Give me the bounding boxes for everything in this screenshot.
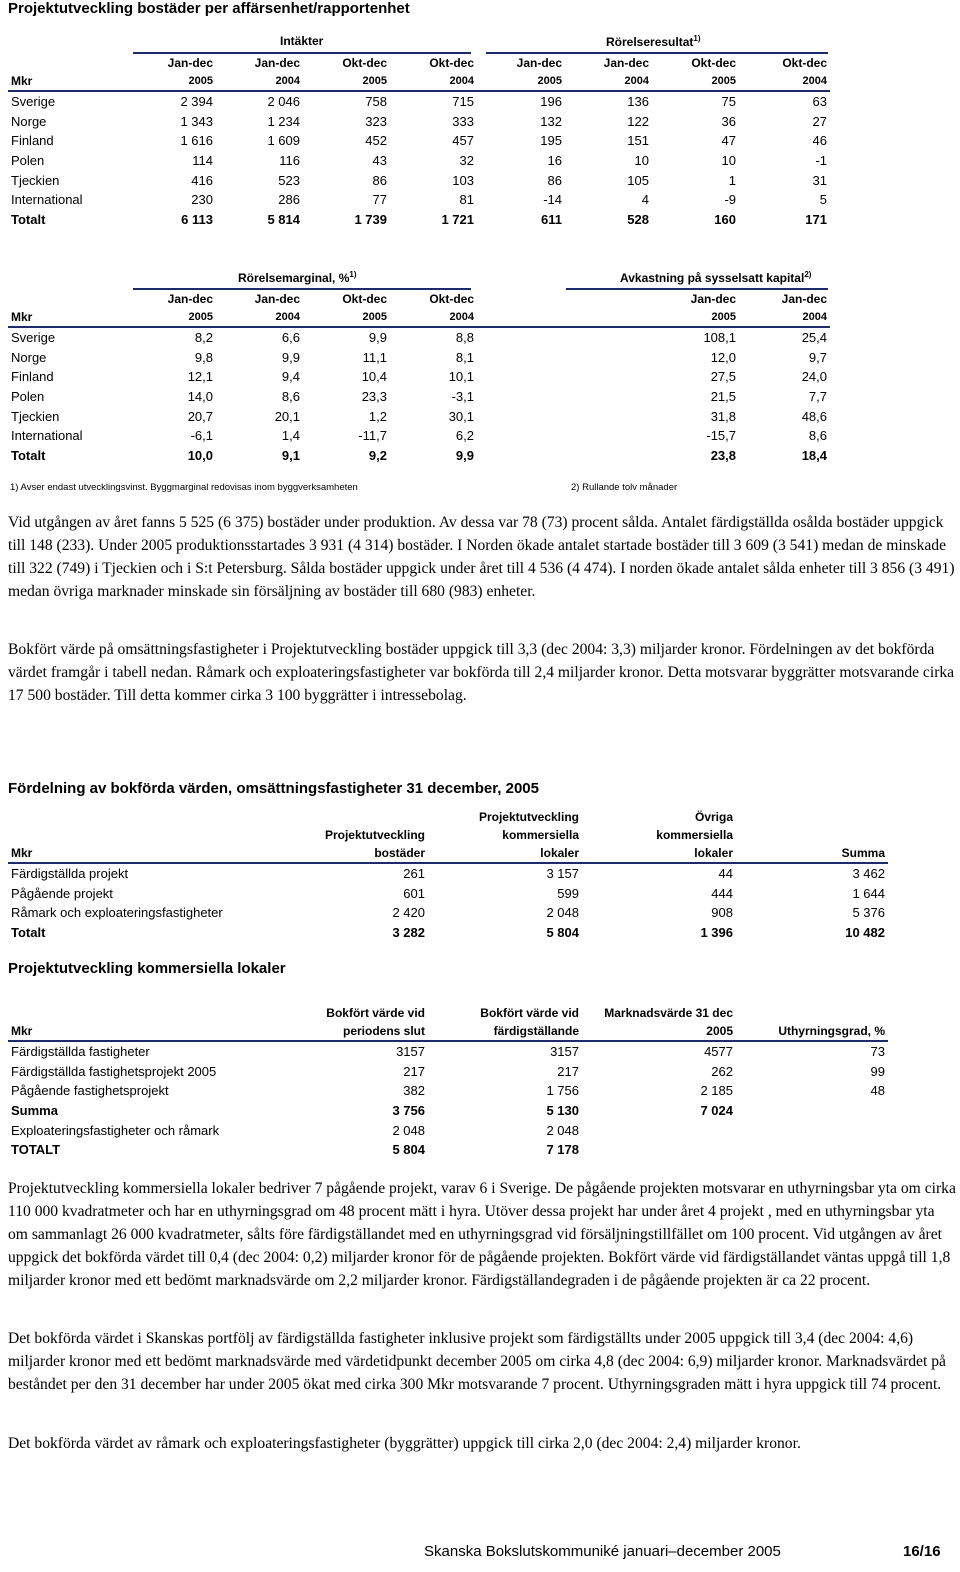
- cell-value: 333: [452, 113, 474, 129]
- cell-value: 8,6: [808, 428, 827, 444]
- cell-value: [736, 1101, 888, 1121]
- year-header: 2005: [652, 72, 739, 91]
- table2-body: [8, 290, 830, 465]
- blank-cell: [477, 327, 565, 348]
- cell-value: 416: [191, 172, 213, 188]
- table-row: [8, 1081, 888, 1101]
- row-label: Norge: [11, 349, 47, 365]
- table1-body: [8, 54, 830, 229]
- table4-body: [8, 1004, 888, 1160]
- table-revenue-operating-result: [8, 54, 830, 229]
- cell-value: 10 482: [845, 925, 885, 941]
- period-header: Okt-dec: [429, 292, 474, 306]
- column-header: periodens slut: [278, 1022, 428, 1041]
- row-label: Totalt: [11, 925, 46, 941]
- table1-group-operating-result: Rörelseresultat$^{1)}$: [606, 34, 701, 49]
- table-header-row: [8, 808, 888, 826]
- column-header: [736, 826, 888, 844]
- blank-cell: [565, 348, 652, 368]
- cell-value: 160: [714, 211, 736, 227]
- row-label: Färdigställda projekt: [11, 866, 129, 882]
- cell-value: 523: [278, 172, 300, 188]
- blank-cell: [477, 367, 565, 387]
- cell-value: 5 804: [392, 1142, 425, 1158]
- cell-value: 46: [812, 133, 827, 149]
- table-row: [8, 426, 830, 446]
- cell-value: 1 234: [267, 113, 300, 129]
- table-header-row: [8, 290, 830, 308]
- period-header: Jan-dec: [781, 292, 827, 306]
- column-header: Marknadsvärde 31 dec: [604, 1006, 733, 1020]
- row-label: International: [11, 428, 83, 444]
- cell-value: 1 739: [354, 211, 387, 227]
- cell-value: 10: [721, 153, 736, 169]
- column-header: lokaler: [428, 844, 582, 863]
- cell-value: 10,4: [361, 369, 387, 385]
- cell-value: 5 804: [546, 925, 579, 941]
- period-header: Jan-dec: [167, 56, 213, 70]
- period-header: Jan-dec: [690, 292, 736, 306]
- blank-cell: [565, 426, 652, 446]
- cell-value: 27,5: [710, 369, 736, 385]
- cell-value: 758: [365, 94, 387, 110]
- cell-value: 21,5: [710, 389, 736, 405]
- cell-value: 2 394: [180, 94, 213, 110]
- table-row: [8, 903, 888, 923]
- cell-value: 18,4: [801, 447, 827, 463]
- cell-value: 11,1: [362, 349, 387, 365]
- column-header: Summa: [736, 844, 888, 863]
- blank-cell: [477, 446, 565, 466]
- table-header-row: [8, 1022, 888, 1041]
- year-header: 2004: [739, 308, 830, 327]
- cell-value: 528: [627, 211, 649, 227]
- blank-cell: [565, 327, 652, 348]
- cell-value: -15,7: [706, 428, 736, 444]
- cell-value: 36: [721, 113, 736, 129]
- cell-value: 23,3: [361, 389, 387, 405]
- table-row: [8, 884, 888, 904]
- cell-value: 2 048: [546, 905, 579, 921]
- row-label: Summa: [11, 1103, 58, 1119]
- page-title: Projektutveckling bostäder per affärsenhet/rapportenhet: [8, 0, 410, 17]
- cell-value: 10,0: [187, 447, 213, 463]
- footer-text: Skanska Bokslutskommuniké januari–december 2005: [424, 1543, 781, 1560]
- cell-value: 31: [812, 172, 827, 188]
- year-header: 2004: [390, 72, 477, 91]
- paragraph-production: Vid utgången av året fanns 5 525 (6 375) bostäder under produktion. Av dessa var 78 (73) procent sålda. Antalet färdigställda osålda bostäder uppgick till 148 (233). Under 2005 produktionsstartades 3 931 (4 314) bostäder. I Norden ökade antalet startade bostäder till 3 609 (3 541) medan de minskade till 322 (749) i Tjeckien och i S:t Petersburg. Sålda bostäder uppgick under året till 4 536 (4 474). I norden ökade antalet sålda enheter till 3 856 (3 491) medan övriga marknader minskade sin försäljning av bostäder till 680 (983) enheter.: [8, 514, 955, 600]
- column-header: [278, 808, 428, 826]
- period-header: Jan-dec: [603, 56, 649, 70]
- cell-value: 217: [403, 1063, 425, 1079]
- cell-value: 715: [452, 94, 474, 110]
- cell-value: 10,1: [448, 369, 474, 385]
- cell-value: 12,0: [710, 349, 736, 365]
- cell-value: 2 420: [392, 905, 425, 921]
- paragraph-portfolio: Det bokförda värdet i Skanskas portfölj av färdigställda fastigheter inklusive projekt som färdigställts under 2005 uppgick till 3,4 (dec 2004: 4,6) miljarder kronor med ett bedömt marknadsvärde med värdetidpunkt december 2005 om cirka 4,8 (dec 2004: 6,9) miljarder kronor. Marknadsvärdet på beståndet per den 31 december har under 2005 ökat med cirka 300 Mkr motsvarande 7 procent. Uthyrningsgraden mätt i hyra uppgick till 74 procent.: [8, 1330, 946, 1393]
- cell-value: 9,9: [455, 447, 474, 463]
- cell-value: 75: [721, 94, 736, 110]
- footer-page-number: 16/16: [903, 1543, 941, 1560]
- year-header: 2005: [303, 308, 390, 327]
- cell-value: 9,9: [368, 330, 387, 346]
- row-label-header: Mkr: [8, 308, 128, 327]
- period-header: Okt-dec: [342, 292, 387, 306]
- cell-value: 230: [191, 192, 213, 208]
- blank-cell: [477, 348, 565, 368]
- table1-group-revenue: Intäkter: [280, 34, 324, 48]
- cell-value: 171: [805, 211, 827, 227]
- cell-value: 9,8: [194, 349, 213, 365]
- cell-value: 43: [372, 153, 387, 169]
- row-label: Totalt: [11, 211, 46, 227]
- cell-value: -6,1: [190, 428, 213, 444]
- cell-value: 4: [641, 192, 649, 208]
- period-header: Okt-dec: [782, 56, 827, 70]
- column-header: kommersiella: [502, 828, 579, 842]
- row-label: Totalt: [11, 447, 46, 463]
- cell-value: [736, 1120, 888, 1140]
- row-label: Finland: [11, 133, 54, 149]
- cell-value: 1 616: [180, 133, 213, 149]
- table-total-row: [8, 210, 830, 230]
- cell-value: 908: [711, 905, 733, 921]
- table-row: [8, 406, 830, 426]
- cell-value: 10: [634, 153, 649, 169]
- column-header: lokaler: [582, 844, 736, 863]
- cell-value: 1: [728, 172, 736, 188]
- cell-value: 48,6: [801, 408, 827, 424]
- paragraph-land: Det bokförda värdet av råmark och exploateringsfastigheter (byggrätter) uppgick till cirka 2,0 (dec 2004: 2,4) miljarder kronor.: [8, 1435, 801, 1452]
- cell-value: 20,7: [187, 408, 213, 424]
- cell-value: 2 046: [267, 94, 300, 110]
- row-label-header: Mkr: [8, 844, 278, 863]
- cell-value: 105: [627, 172, 649, 188]
- cell-value: 7 178: [546, 1142, 579, 1158]
- cell-value: 31,8: [710, 408, 736, 424]
- cell-value: 262: [711, 1063, 733, 1079]
- table-row: [8, 1062, 888, 1082]
- cell-value: 132: [540, 113, 562, 129]
- table-commercial-properties: [8, 1004, 888, 1160]
- cell-value: 5 376: [852, 905, 885, 921]
- blank-cell: [477, 387, 565, 407]
- table-header-row: [8, 1004, 888, 1022]
- period-header: Jan-dec: [516, 56, 562, 70]
- cell-value: 195: [540, 133, 562, 149]
- table-row: [8, 863, 888, 884]
- column-header: Bokfört värde vid: [480, 1006, 579, 1020]
- cell-value: 8,6: [281, 389, 300, 405]
- table-row: [8, 91, 830, 112]
- cell-value: -9: [724, 192, 736, 208]
- cell-value: 3 282: [392, 925, 425, 941]
- year-header: 2005: [128, 308, 216, 327]
- row-label: Polen: [11, 389, 45, 405]
- cell-value: 48: [870, 1083, 885, 1099]
- cell-value: 2 048: [546, 1122, 579, 1138]
- cell-value: 103: [452, 172, 474, 188]
- cell-value: 6,6: [281, 330, 300, 346]
- table-row: [8, 327, 830, 348]
- cell-value: 108,1: [703, 330, 736, 346]
- row-label: Exploateringsfastigheter och råmark: [11, 1122, 220, 1138]
- cell-value: 122: [627, 113, 649, 129]
- cell-value: 382: [403, 1083, 425, 1099]
- cell-value: 25,4: [801, 330, 827, 346]
- table-total-row: [8, 923, 888, 943]
- column-header: kommersiella: [656, 828, 733, 842]
- cell-value: 20,1: [274, 408, 300, 424]
- blank-cell: [477, 308, 565, 327]
- row-label: Sverige: [11, 94, 56, 110]
- row-label: International: [11, 192, 83, 208]
- cell-value: 116: [279, 153, 300, 169]
- cell-value: 7 024: [700, 1103, 733, 1119]
- table2-footnote-1: 1) Avser endast utvecklingsvinst. Byggmarginal redovisas inom byggverksamheten: [10, 482, 358, 493]
- cell-value: 3157: [550, 1044, 579, 1060]
- row-label: Polen: [11, 153, 45, 169]
- cell-value: 286: [278, 192, 300, 208]
- table-header-row: [8, 844, 888, 863]
- table3-title: Fördelning av bokförda värden, omsättningsfastigheter 31 december, 2005: [8, 780, 539, 797]
- year-header: 2004: [216, 72, 303, 91]
- cell-value: 452: [365, 133, 387, 149]
- table-row: [8, 1041, 888, 1062]
- row-label-header: Mkr: [8, 1022, 278, 1041]
- cell-value: -3,1: [451, 389, 474, 405]
- cell-value: 1 721: [441, 211, 474, 227]
- paragraph-book-value: Bokfört värde på omsättningsfastigheter i Projektutveckling bostäder uppgick till 3,3 (dec 2004: 3,3) miljarder kronor. Fördelningen av det bokförda värdet framgår i tabell nedan. Råmark och exploateringsfastigheter var bokförda till 2,4 miljarder kronor. Detta motsvarar byggrätter motsvarande cirka 17 500 bostäder. Till detta kommer cirka 3 100 byggrätter i intressebolag.: [8, 641, 955, 704]
- year-header: 2005: [477, 72, 565, 91]
- row-label: Råmark och exploateringsfastigheter: [11, 905, 223, 921]
- cell-value: 8,2: [194, 330, 213, 346]
- row-label: Sverige: [11, 330, 56, 346]
- cell-value: 32: [459, 153, 474, 169]
- header-spacer: [8, 1004, 278, 1022]
- table-header-row: [8, 826, 888, 844]
- cell-value: 3 756: [392, 1103, 425, 1119]
- header-spacer: [8, 808, 278, 826]
- cell-value: 12,1: [187, 369, 213, 385]
- blank-cell: [565, 387, 652, 407]
- blank-cell: [565, 367, 652, 387]
- cell-value: 217: [557, 1063, 579, 1079]
- row-label: Färdigställda fastigheter: [11, 1044, 150, 1060]
- cell-value: [582, 1140, 736, 1160]
- cell-value: -14: [543, 192, 562, 208]
- cell-value: 114: [192, 153, 213, 169]
- header-spacer: [8, 826, 278, 844]
- cell-value: 3157: [396, 1044, 425, 1060]
- cell-value: 81: [459, 192, 474, 208]
- column-header: 2005: [582, 1022, 736, 1041]
- cell-value: 1 644: [852, 885, 885, 901]
- column-header: [736, 808, 888, 826]
- column-header: bostäder: [278, 844, 428, 863]
- table3-body: [8, 808, 888, 942]
- table-row: [8, 131, 830, 151]
- table-header-row: [8, 72, 830, 91]
- cell-value: 196: [540, 94, 562, 110]
- table-row: [8, 348, 830, 368]
- cell-value: 8,1: [455, 349, 474, 365]
- cell-value: -11,7: [358, 428, 387, 444]
- table-row: [8, 387, 830, 407]
- cell-value: 24,0: [801, 369, 827, 385]
- table-header-row: [8, 308, 830, 327]
- period-header: Jan-dec: [254, 292, 300, 306]
- table-row: [8, 190, 830, 210]
- table-header-row: [8, 54, 830, 72]
- year-header: 2004: [216, 308, 303, 327]
- cell-value: 16: [547, 153, 562, 169]
- cell-value: 1,4: [281, 428, 300, 444]
- row-label: Pågående fastighetsprojekt: [11, 1083, 169, 1099]
- row-label: Tjeckien: [11, 408, 60, 424]
- cell-value: 3 157: [546, 866, 579, 882]
- blank-cell: [565, 308, 652, 327]
- cell-value: 1,2: [368, 408, 387, 424]
- blank-cell: [565, 290, 652, 308]
- period-header: Jan-dec: [167, 292, 213, 306]
- cell-value: 86: [372, 172, 387, 188]
- column-header: Projektutveckling: [324, 828, 425, 842]
- table4-title: Projektutveckling kommersiella lokaler: [8, 960, 286, 977]
- cell-value: 8,8: [455, 330, 474, 346]
- blank-cell: [477, 426, 565, 446]
- blank-cell: [477, 290, 565, 308]
- column-header: [736, 1004, 888, 1022]
- cell-value: 1 756: [546, 1083, 579, 1099]
- cell-value: 601: [403, 885, 425, 901]
- column-header: Bokfört värde vid: [326, 1006, 425, 1020]
- cell-value: 4577: [704, 1044, 733, 1060]
- cell-value: 2 185: [700, 1083, 733, 1099]
- cell-value: 5: [819, 192, 827, 208]
- cell-value: 47: [721, 133, 736, 149]
- table-total-row: [8, 1101, 888, 1121]
- year-header: 2004: [390, 308, 477, 327]
- row-label: Färdigställda fastighetsprojekt 2005: [11, 1063, 217, 1079]
- cell-value: 9,2: [368, 447, 387, 463]
- cell-value: 1 396: [700, 925, 733, 941]
- period-header: Okt-dec: [429, 56, 474, 70]
- table-row: [8, 112, 830, 132]
- column-header: färdigställande: [428, 1022, 582, 1041]
- cell-value: 5 814: [267, 211, 300, 227]
- cell-value: 30,1: [448, 408, 474, 424]
- cell-value: 14,0: [187, 389, 213, 405]
- row-label: Tjeckien: [11, 172, 60, 188]
- cell-value: 444: [711, 885, 733, 901]
- cell-value: 63: [812, 94, 827, 110]
- cell-value: 86: [547, 172, 562, 188]
- blank-cell: [565, 406, 652, 426]
- cell-value: [736, 1140, 888, 1160]
- cell-value: -1: [815, 153, 827, 169]
- cell-value: 27: [812, 113, 827, 129]
- cell-value: 599: [557, 885, 579, 901]
- cell-value: 1 609: [267, 133, 300, 149]
- row-label: Finland: [11, 369, 54, 385]
- cell-value: 73: [870, 1044, 885, 1060]
- cell-value: 261: [403, 866, 425, 882]
- cell-value: 44: [718, 866, 733, 882]
- cell-value: 151: [627, 133, 649, 149]
- column-header: Uthyrningsgrad, %: [736, 1022, 888, 1041]
- year-header: 2005: [128, 72, 216, 91]
- table2-group-margin: Rörelsemarginal, %$^{1)}$: [238, 270, 357, 285]
- cell-value: [582, 1120, 736, 1140]
- cell-value: 9,4: [281, 369, 300, 385]
- year-header: 2005: [652, 308, 739, 327]
- row-label: TOTALT: [11, 1142, 61, 1158]
- period-header: Okt-dec: [342, 56, 387, 70]
- period-header: Okt-dec: [691, 56, 736, 70]
- column-header: Övriga: [694, 810, 733, 824]
- paragraph-commercial-projects: Projektutveckling kommersiella lokaler bedriver 7 pågående projekt, varav 6 i Sverige. De pågående projekten motsvarar en uthyrningsbar yta om cirka 110 000 kvadratmeter och har en uthyrningsgrad om 48 procent mätt i hyra. Utöver dessa projekt har under året 4 projekt , med en uthyrningsbar yta om sammanlagt 26 000 kvadratmeter, sålts före färdigställandet med en uthyrningsgrad vid försäljningstillfället om 100 procent. Vid utgången av året uppgick det bokförda värdet till 0,4 (dec 2004: 0,2) miljarder kronor för de pågående projekten. Bokfört värde vid färdigställandet väntas uppgå till 1,8 miljarder kronor med ett bedömt marknadsvärde om 2,2 miljarder kronor. Färdigställandegraden i de pågående projekten är ca 22 procent.: [8, 1180, 956, 1289]
- cell-value: 457: [452, 133, 474, 149]
- cell-value: 5 130: [546, 1103, 579, 1119]
- table-margin-roce: [8, 290, 830, 465]
- table-total-row: [8, 446, 830, 466]
- cell-value: 9,7: [808, 349, 827, 365]
- cell-value: 1 343: [180, 113, 213, 129]
- table-row: [8, 1120, 888, 1140]
- table-total-row: [8, 1140, 888, 1160]
- period-header: Jan-dec: [254, 56, 300, 70]
- cell-value: 323: [365, 113, 387, 129]
- column-header: Projektutveckling: [478, 810, 579, 824]
- cell-value: 23,8: [710, 447, 736, 463]
- table-row: [8, 151, 830, 171]
- blank-cell: [477, 406, 565, 426]
- blank-cell: [565, 446, 652, 466]
- header-spacer: [8, 290, 128, 308]
- year-header: 2004: [739, 72, 830, 91]
- cell-value: 2 048: [392, 1122, 425, 1138]
- cell-value: 611: [541, 211, 562, 227]
- table2-group-roce: Avkastning på sysselsatt kapital$^{2)}$: [620, 270, 812, 285]
- cell-value: 7,7: [808, 389, 827, 405]
- year-header: 2004: [565, 72, 652, 91]
- cell-value: 3 462: [852, 866, 885, 882]
- cell-value: 6 113: [181, 211, 213, 227]
- table2-footnote-2: 2) Rullande tolv månader: [571, 482, 678, 493]
- cell-value: 9,1: [281, 447, 300, 463]
- row-label: Norge: [11, 113, 47, 129]
- cell-value: 9,9: [281, 349, 300, 365]
- cell-value: 6,2: [455, 428, 474, 444]
- header-spacer: [8, 54, 128, 72]
- table-row: [8, 367, 830, 387]
- cell-value: 99: [870, 1063, 885, 1079]
- table-book-values: [8, 808, 888, 942]
- cell-value: 136: [627, 94, 649, 110]
- year-header: 2005: [303, 72, 390, 91]
- cell-value: 77: [372, 192, 387, 208]
- table-row: [8, 170, 830, 190]
- row-label: Pågående projekt: [11, 885, 113, 901]
- row-label-header: Mkr: [8, 72, 128, 91]
